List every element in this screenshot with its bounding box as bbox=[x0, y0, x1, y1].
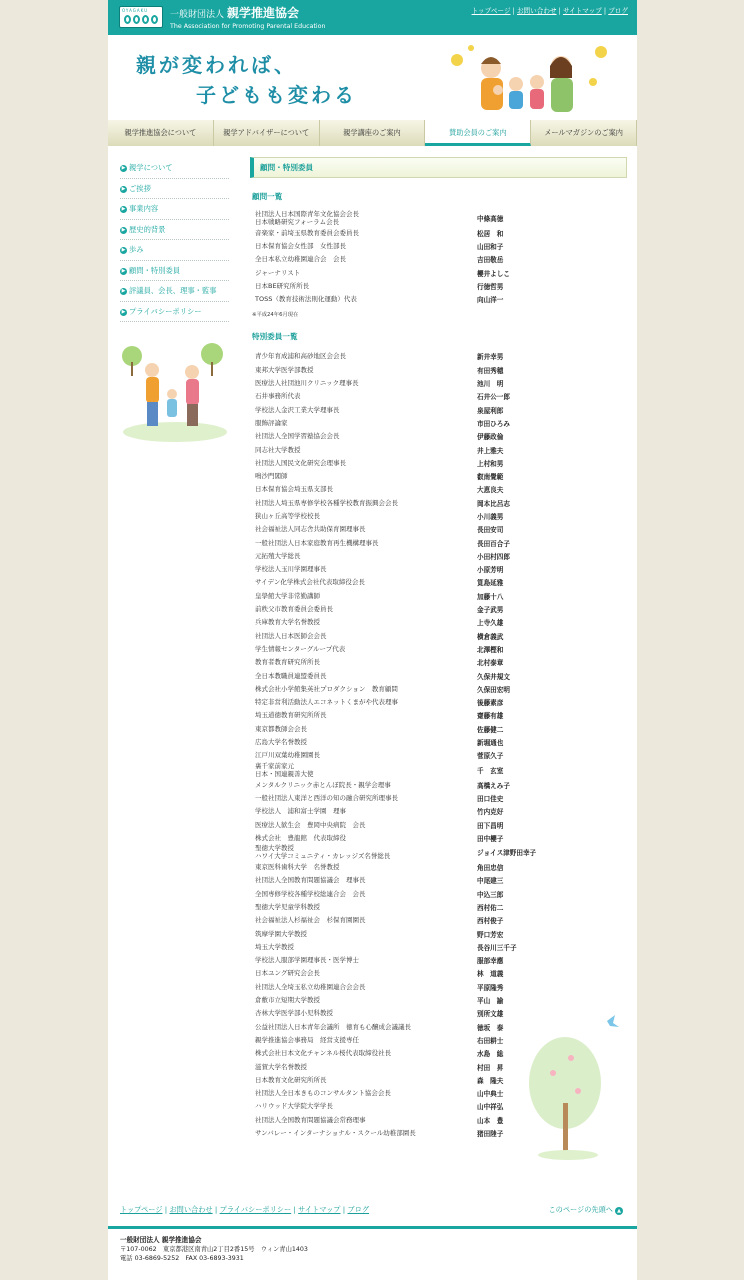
member-name: 西村俊子 bbox=[477, 917, 504, 926]
member-row bbox=[250, 954, 627, 967]
member-name: 松居 和 bbox=[477, 229, 504, 238]
member-name: 小原芳明 bbox=[477, 566, 504, 575]
member-row bbox=[250, 749, 627, 762]
tree-illustration bbox=[523, 1013, 623, 1163]
site-header bbox=[108, 0, 637, 35]
banner-catch-line1: 親が変われば、 bbox=[136, 53, 297, 77]
member-row bbox=[250, 629, 627, 642]
member-title: メンタルクリニック赤とんぼ院長・親学会理事 bbox=[255, 780, 391, 789]
member-name: 山中典士 bbox=[477, 1090, 504, 1099]
member-row bbox=[250, 576, 627, 589]
member-title: 学校法人玉川学園理事長 bbox=[255, 565, 327, 574]
member-row bbox=[250, 496, 627, 509]
footer-nav: トップページ | お問い合わせ | プライバシーポリシー | サイトマップ | ブログ bbox=[120, 1205, 370, 1214]
member-title: 教育者教育研究所所長 bbox=[255, 658, 320, 667]
gnav-mailmag[interactable]: メールマガジンのご案内 bbox=[531, 120, 637, 146]
arrow-up-icon: ▲ bbox=[615, 1207, 623, 1215]
member-title: サイデン化学株式会社代表取締役会長 bbox=[255, 578, 365, 587]
side-item-privacy[interactable]: ▶ プライバシーポリシー bbox=[120, 302, 229, 323]
arrow-icon: ▶ bbox=[121, 267, 126, 274]
member-row bbox=[250, 831, 627, 844]
member-name: 徳坂 泰 bbox=[477, 1023, 504, 1032]
member-row bbox=[250, 778, 627, 791]
member-title: 社団法人全国教育問題協議会 理事長 bbox=[255, 876, 366, 885]
member-name: 村田 昇 bbox=[477, 1063, 504, 1072]
member-row bbox=[250, 589, 627, 602]
member-row bbox=[250, 266, 627, 279]
arrow-icon: ▶ bbox=[121, 226, 126, 233]
side-nav bbox=[120, 158, 229, 322]
member-row bbox=[250, 682, 627, 695]
arrow-icon: ▶ bbox=[121, 165, 126, 171]
member-title: 日本BE研究所所長 bbox=[255, 281, 310, 290]
member-row bbox=[250, 210, 627, 226]
member-name: 西村佑二 bbox=[477, 904, 504, 912]
member-title: 聖徳大学教授 ハワイ大学コミュニティ・カレッジズ名誉総長 bbox=[255, 844, 391, 861]
member-row bbox=[250, 483, 627, 496]
member-row bbox=[250, 390, 627, 403]
member-name: 山中祥弘 bbox=[477, 1103, 504, 1112]
member-name: 横倉義武 bbox=[477, 632, 504, 641]
toplink-top[interactable]: トップページ bbox=[471, 7, 511, 15]
arrow-icon: ▶ bbox=[121, 206, 126, 212]
member-name: 森 隆夫 bbox=[477, 1076, 504, 1085]
member-title: 日本保育協会埼玉県支部長 bbox=[255, 485, 333, 494]
member-row bbox=[250, 616, 627, 629]
family-illustration bbox=[443, 40, 613, 118]
side-item-ayumi[interactable]: ▶ 歩み bbox=[120, 240, 229, 261]
member-title: 株式会社小学館集英社プロダクション 教育顧問 bbox=[255, 684, 398, 693]
member-title: 倉敷市立短期大学教授 bbox=[255, 996, 320, 1005]
pagetop-link[interactable]: このページの先頭へ ▲ bbox=[548, 1205, 623, 1215]
member-row bbox=[250, 350, 627, 363]
member-title: 石井事務所代表 bbox=[255, 392, 301, 401]
member-name: 後藤素彦 bbox=[477, 699, 504, 708]
member-row bbox=[250, 967, 627, 980]
member-name: 久保田宏明 bbox=[477, 685, 510, 694]
member-title: 服飾評論家 bbox=[255, 418, 288, 427]
member-name: 角田忠信 bbox=[477, 864, 504, 873]
member-title: 前秩父市教育委員会委員長 bbox=[255, 605, 333, 614]
member-title: 全日本教職員連盟委員長 bbox=[255, 671, 327, 680]
member-title: 広島大学名誉教授 bbox=[255, 738, 307, 747]
member-name: 長谷川三千子 bbox=[477, 943, 517, 952]
member-title: 元拓殖大学総長 bbox=[255, 551, 301, 560]
member-row bbox=[250, 735, 627, 748]
member-row bbox=[250, 791, 627, 804]
top-links: トップページ | お問い合わせ | サイトマップ | ブログ bbox=[471, 7, 628, 15]
member-name: 右田耕士 bbox=[477, 1036, 504, 1045]
member-title: 社団法人国民文化研究会理事長 bbox=[255, 458, 346, 467]
member-name: 行徳哲男 bbox=[477, 282, 504, 291]
member-row bbox=[250, 656, 627, 669]
member-row bbox=[250, 818, 627, 831]
member-row bbox=[250, 430, 627, 443]
member-name: 千 玄室 bbox=[477, 766, 504, 775]
member-row bbox=[250, 509, 627, 522]
footer-tel: 電話 03-6869-5252 FAX 03-6893-3931 bbox=[120, 1255, 244, 1262]
member-title: 社会福祉法人同志舎共助保育園理事長 bbox=[255, 525, 366, 534]
member-title: 学校法人 浦和富士学園 理事 bbox=[255, 807, 346, 816]
member-name: 田下昌明 bbox=[477, 821, 504, 830]
member-name: 叡南覺範 bbox=[477, 473, 504, 482]
member-title: 皇學館大学非常勤講師 bbox=[255, 591, 320, 600]
member-title: 音楽家・前埼玉県教育委員会委員長 bbox=[255, 228, 359, 237]
member-row bbox=[250, 669, 627, 682]
member-name: 長田百合子 bbox=[477, 539, 510, 548]
member-title: 東邦大学医学部教授 bbox=[255, 365, 314, 374]
member-row bbox=[250, 292, 627, 305]
member-name: 泉屋利郎 bbox=[477, 406, 504, 415]
member-row bbox=[250, 376, 627, 389]
member-name: 菅原久子 bbox=[477, 752, 504, 761]
footer-address: 〒107-0062 東京都港区南青山2丁目2番15号 ウィン青山1403 bbox=[120, 1246, 308, 1253]
member-title: 公益社団法人日本青年会議所 徳育も心醸成会議議長 bbox=[255, 1022, 411, 1031]
side-item-board[interactable]: ▶ 評議員、会長、理事・監事 bbox=[120, 281, 229, 302]
side-item-business[interactable]: ▶ 事業内容 bbox=[120, 199, 229, 220]
special-heading: 特別委員一覧 bbox=[252, 331, 298, 341]
member-name: 岡本比呂志 bbox=[477, 499, 510, 508]
member-row bbox=[250, 860, 627, 873]
arrow-icon: ▶ bbox=[121, 288, 126, 294]
member-title: 株式会社 豊龍館 代表取締役 bbox=[255, 833, 346, 842]
member-row bbox=[250, 549, 627, 562]
main-content bbox=[250, 157, 627, 1140]
member-title: サンバレー・インターナショナル・スクール幼稚部園長 bbox=[255, 1129, 416, 1138]
member-row bbox=[250, 874, 627, 887]
member-title: 社団法人全埼玉私立幼稚園連合会会長 bbox=[255, 982, 366, 991]
member-row bbox=[250, 563, 627, 576]
member-name: 猪田陸子 bbox=[477, 1130, 504, 1139]
member-row bbox=[250, 536, 627, 549]
member-name: 中尾建三 bbox=[477, 877, 504, 886]
arrow-icon: ▶ bbox=[121, 308, 126, 315]
member-row bbox=[250, 253, 627, 266]
member-name: 有田秀穂 bbox=[477, 366, 504, 375]
member-row bbox=[250, 805, 627, 818]
member-title: 学校法人金沢工業大学理事長 bbox=[255, 405, 340, 414]
main-banner bbox=[108, 35, 637, 120]
member-name: 向山洋一 bbox=[477, 296, 504, 305]
member-row bbox=[250, 469, 627, 482]
arrow-icon: ▶ bbox=[121, 247, 126, 253]
member-name: 高橋えみ子 bbox=[477, 781, 510, 790]
member-name: 中條高徳 bbox=[477, 215, 504, 223]
footer-link-top[interactable]: トップページ bbox=[120, 1205, 163, 1214]
member-name: 服部幸應 bbox=[477, 957, 504, 966]
family-walk-illustration bbox=[120, 342, 230, 444]
member-title: ハリウッド大学院大学学長 bbox=[255, 1102, 333, 1111]
member-name: 別所文雄 bbox=[477, 1010, 504, 1019]
member-title: 親学推進協会事務局 経営支援専任 bbox=[255, 1035, 359, 1044]
member-name: 佐藤健二 bbox=[477, 725, 504, 734]
arrow-icon: ▶ bbox=[121, 185, 126, 192]
footer-divider bbox=[108, 1226, 637, 1229]
member-row bbox=[250, 914, 627, 927]
footer-info bbox=[120, 1236, 308, 1263]
member-title: 日本ユング研究会会長 bbox=[255, 969, 320, 978]
org-name: 一般財団法人 親学推進協会 bbox=[170, 6, 300, 20]
member-name: 野口芳宏 bbox=[477, 930, 504, 939]
member-row bbox=[250, 980, 627, 993]
member-row bbox=[250, 993, 627, 1006]
footer-link-privacy[interactable]: プライバシーポリシー bbox=[219, 1205, 292, 1214]
member-row bbox=[250, 363, 627, 376]
member-row bbox=[250, 900, 627, 913]
advisors-list bbox=[250, 210, 627, 306]
member-name: 石井公一郎 bbox=[477, 393, 510, 402]
footer-link-blog[interactable]: ブログ bbox=[347, 1205, 370, 1214]
member-title: 兵庫教育大学名誉教授 bbox=[255, 618, 320, 627]
gnav-about[interactable]: 親学推進協会について bbox=[108, 120, 214, 146]
member-title: 青少年育成浦和高砂地区会会長 bbox=[255, 352, 346, 361]
toplink-sitemap[interactable]: サイトマップ bbox=[562, 7, 602, 15]
member-name: 金子武男 bbox=[477, 606, 504, 615]
member-title: 鳴沙門閣師 bbox=[255, 472, 288, 481]
member-name: 竹内克好 bbox=[477, 808, 504, 817]
member-title: 社団法人日本医師会会長 bbox=[255, 631, 327, 640]
member-title: 江戸川双葉幼稚園園長 bbox=[255, 751, 320, 760]
member-title: 聖徳大学児童学科教授 bbox=[255, 903, 320, 911]
member-name: 山本 豊 bbox=[477, 1116, 504, 1125]
member-name: 田中櫻子 bbox=[477, 834, 504, 843]
footer-org: 一般財団法人 親学推進協会 bbox=[120, 1236, 202, 1244]
member-name: 水島 総 bbox=[477, 1050, 504, 1059]
member-name: 池川 明 bbox=[477, 380, 504, 389]
side-item-advisors[interactable]: ▶ 顧問・特別委員 bbox=[120, 261, 229, 282]
member-title: 社団法人日本国際青年文化協会会長 日本戦略研究フォーラム会長 bbox=[255, 210, 359, 226]
banner-catch-line2: 子どもも変わる bbox=[196, 83, 357, 107]
member-title: 全日本私立幼稚園連合会 会長 bbox=[255, 255, 346, 264]
member-name: 田口佳史 bbox=[477, 794, 504, 803]
gnav-course[interactable]: 親学講座のご案内 bbox=[320, 120, 426, 146]
member-row bbox=[250, 416, 627, 429]
member-row bbox=[250, 762, 627, 778]
member-name: 小田村四郎 bbox=[477, 552, 510, 561]
member-title: 社団法人全日本きものコンサルタント協会会長 bbox=[255, 1089, 391, 1098]
member-name: 林 道義 bbox=[477, 970, 504, 979]
member-row bbox=[250, 523, 627, 536]
member-title: 一般社団法人日本家庭教育再生機構理事長 bbox=[255, 538, 379, 547]
member-title: 特定非営利活動法人エコネットくまがや代表理事 bbox=[255, 698, 398, 707]
member-name: 加藤十八 bbox=[477, 592, 504, 601]
member-name: 伊藤政倫 bbox=[477, 433, 504, 442]
org-name-en: The Association for Promoting Parental Education bbox=[170, 23, 326, 30]
member-name: 北村泰章 bbox=[477, 659, 504, 668]
member-title: 社団法人埼玉県専修学校各種学校教育振興会会長 bbox=[255, 498, 398, 507]
member-row bbox=[250, 709, 627, 722]
member-name: 新堀通也 bbox=[477, 739, 504, 748]
member-title: 滋賀大学名誉教授 bbox=[255, 1062, 307, 1071]
footer-link-contact[interactable]: お問い合わせ bbox=[169, 1205, 213, 1214]
member-title: 株式会社日本文化チャンネル桜代表取締役社長 bbox=[255, 1049, 392, 1058]
member-title: 狭山ヶ丘高等学校校長 bbox=[255, 511, 320, 520]
member-row bbox=[250, 887, 627, 900]
gnav-advisor[interactable]: 親学アドバイザーについて bbox=[214, 120, 320, 146]
logo[interactable]: OYAGAKU bbox=[119, 6, 163, 28]
advisors-heading: 顧問一覧 bbox=[252, 192, 283, 201]
member-name: 平山 諭 bbox=[477, 997, 504, 1006]
section-title: 顧問・特別委員 bbox=[250, 157, 627, 178]
member-row bbox=[250, 696, 627, 709]
member-name: 筧島延雅 bbox=[477, 579, 504, 588]
member-title: 筑摩学園大学教授 bbox=[255, 929, 307, 938]
member-title: 裏千家前家元 日本・国連親善大使 bbox=[255, 761, 314, 778]
toplink-blog[interactable]: ブログ bbox=[608, 7, 628, 15]
member-name: 大恵良夫 bbox=[477, 486, 504, 495]
member-title: ジャーナリスト bbox=[255, 268, 301, 277]
member-row bbox=[250, 239, 627, 252]
member-name: 吉田敬岳 bbox=[477, 256, 504, 265]
member-row bbox=[250, 927, 627, 940]
member-name: 齋藤有雄 bbox=[477, 712, 504, 721]
member-row bbox=[250, 279, 627, 292]
footer-link-sitemap[interactable]: サイトマップ bbox=[298, 1205, 341, 1214]
member-name: 新井幸男 bbox=[477, 353, 504, 362]
member-title: 医療法人社団池川クリニック理事長 bbox=[255, 379, 359, 388]
member-row bbox=[250, 226, 627, 239]
global-nav bbox=[108, 120, 637, 146]
member-title: TOSS（教育技術法則化運動）代表 bbox=[255, 295, 357, 304]
member-title: 社団法人全国学習塾協会会長 bbox=[255, 432, 340, 441]
member-row bbox=[250, 602, 627, 615]
member-name: 平原隆秀 bbox=[477, 983, 504, 992]
member-name: 長田安司 bbox=[477, 526, 504, 535]
side-item-greeting[interactable]: ▶ ご挨拶 bbox=[120, 179, 229, 200]
member-title: 一般社団法人東洋と西洋の知の融合研究所理事長 bbox=[255, 793, 398, 802]
member-name: 上寺久雄 bbox=[477, 619, 504, 628]
member-row bbox=[250, 642, 627, 655]
advisors-note: ※平成24年6月現在 bbox=[252, 311, 299, 318]
member-name: 山田和子 bbox=[477, 242, 504, 251]
member-title: 埼玉大学教授 bbox=[255, 942, 294, 951]
member-row bbox=[250, 403, 627, 416]
member-name: 井上雅夫 bbox=[477, 446, 504, 455]
member-name: 中込三郎 bbox=[477, 890, 504, 899]
member-title: 医療法人歓生会 豊岡中央病院 会長 bbox=[255, 820, 366, 829]
member-title: 杏林大学医学部小児科教授 bbox=[255, 1009, 333, 1018]
side-item-oyagaku[interactable]: ▶ 親学について bbox=[120, 158, 229, 179]
member-name: 北澤樫和 bbox=[477, 645, 504, 654]
member-title: 社会福祉法人杉福祉会 杉保育園園長 bbox=[255, 916, 366, 925]
member-row bbox=[250, 844, 627, 860]
member-name: 小川義男 bbox=[477, 512, 504, 521]
member-title: 埼玉道徳教育研究所所長 bbox=[255, 711, 327, 720]
member-row bbox=[250, 940, 627, 953]
member-title: 日本教育文化研究所所長 bbox=[255, 1075, 327, 1084]
member-title: 東京医科歯科大学 名誉教授 bbox=[255, 863, 340, 872]
member-title: 学校法人服部学園理事長・医学博士 bbox=[255, 956, 359, 965]
member-row bbox=[250, 456, 627, 469]
member-title: 全国専修学校各種学校総連合会 会長 bbox=[255, 889, 366, 898]
member-title: 学生情報センターグループ代表 bbox=[255, 644, 346, 653]
member-title: 社団法人全国教育問題協議会常務理事 bbox=[255, 1115, 366, 1124]
member-name: 上村和男 bbox=[477, 459, 504, 468]
member-name: 櫻井よしこ bbox=[477, 269, 510, 278]
member-name: ジョイス津野田幸子 bbox=[477, 849, 537, 858]
member-row bbox=[250, 443, 627, 456]
page-wrapper bbox=[108, 0, 637, 1280]
gnav-member[interactable]: 賛助会員のご案内 bbox=[425, 120, 531, 146]
toplink-contact[interactable]: お問い合わせ bbox=[516, 7, 557, 15]
member-name: 市田ひろみ bbox=[477, 419, 510, 428]
member-title: 同志社大学教授 bbox=[255, 445, 301, 454]
side-item-history[interactable]: ▶ 歴史的背景 bbox=[120, 220, 229, 241]
member-title: 東京都教師会会長 bbox=[255, 724, 307, 733]
member-title: 日本保育協会女性部 女性部長 bbox=[255, 241, 346, 250]
member-row bbox=[250, 722, 627, 735]
member-name: 久保井規文 bbox=[477, 672, 510, 681]
